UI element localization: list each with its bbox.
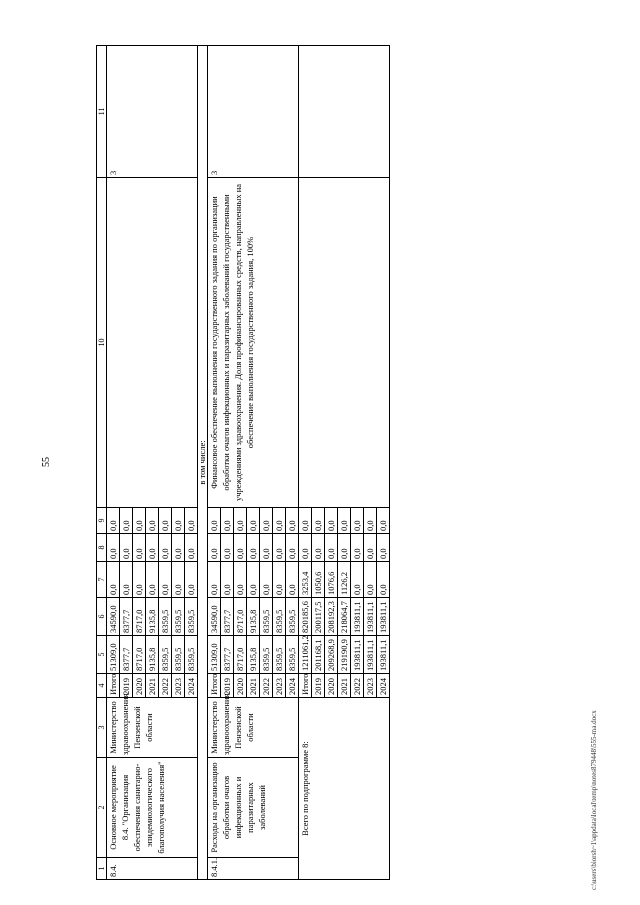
cell-c5: 209268,9 <box>325 636 338 674</box>
cell-c5: 9135,8 <box>146 636 159 674</box>
cell-c7: 0,0 <box>107 562 120 598</box>
indicator-empty <box>107 178 198 508</box>
cell-c9: 0,0 <box>247 508 260 534</box>
header-row <box>97 46 107 880</box>
cell-c7: 0,0 <box>351 562 364 598</box>
cell-year: 2019 <box>120 674 133 698</box>
cell-c9: 0,0 <box>159 508 172 534</box>
cell-c5: 51309,0 <box>107 636 120 674</box>
cell-c9: 0,0 <box>221 508 234 534</box>
table-row <box>299 46 312 880</box>
footer-file-path: c:\users\biorsh~1\appdata\local\temp\notes879448\555-ma.docx <box>590 710 598 890</box>
cell-c7: 0,0 <box>120 562 133 598</box>
cell-c8: 0,0 <box>234 534 247 562</box>
cell-c7: 0,0 <box>377 562 390 598</box>
cell-c6: 218064,7 <box>338 598 351 636</box>
table-body <box>97 46 390 880</box>
cell-c9: 0,0 <box>146 508 159 534</box>
cell-c8: 0,0 <box>286 534 299 562</box>
cell-c9: 0,0 <box>273 508 286 534</box>
page-number: 55 <box>41 457 52 467</box>
cell-c7: 0,0 <box>146 562 159 598</box>
column-header: 2 <box>97 758 107 858</box>
cell-c8: 0,0 <box>146 534 159 562</box>
cell-c5: 8377,7 <box>120 636 133 674</box>
cell-year: 2021 <box>247 674 260 698</box>
cell-c6: 820185,6 <box>299 598 312 636</box>
cell-c9: 0,0 <box>338 508 351 534</box>
cell-c8: 0,0 <box>299 534 312 562</box>
cell-year: 2019 <box>221 674 234 698</box>
cell-year: 2024 <box>377 674 390 698</box>
cell-c5: 193811,1 <box>351 636 364 674</box>
cell-c5: 219190,9 <box>338 636 351 674</box>
cell-c9: 0,0 <box>185 508 198 534</box>
cell-c7: 0,0 <box>172 562 185 598</box>
cell-c8: 0,0 <box>159 534 172 562</box>
cell-c9: 0,0 <box>351 508 364 534</box>
cell-year: 2020 <box>133 674 146 698</box>
total-label: Всего по подпрограмме 8: <box>299 698 390 880</box>
cell-c7: 0,0 <box>185 562 198 598</box>
cell-c9: 0,0 <box>208 508 221 534</box>
table-row <box>208 46 221 880</box>
column-header: 6 <box>97 598 107 636</box>
cell-c5: 193811,1 <box>364 636 377 674</box>
cell-c5: 8377,7 <box>221 636 234 674</box>
item-number: 8.4.1. <box>208 858 299 880</box>
column-header: 4 <box>97 674 107 698</box>
column-header: 5 <box>97 636 107 674</box>
cell-c6: 8359,5 <box>172 598 185 636</box>
cell-c6: 193811,1 <box>377 598 390 636</box>
cell-c7: 3253,4 <box>299 562 312 598</box>
indicator-empty <box>299 178 390 508</box>
cell-c9: 0,0 <box>299 508 312 534</box>
cell-c5: 8359,5 <box>260 636 273 674</box>
budget-table <box>96 45 390 880</box>
cell-c6: 8717,0 <box>133 598 146 636</box>
cell-c6: 34590,0 <box>107 598 120 636</box>
cell-c6: 8717,0 <box>234 598 247 636</box>
item-name: Расходы на организацию обработки очагов инфекционных и паразитарных заболеваний <box>208 758 299 858</box>
cell-c9: 0,0 <box>120 508 133 534</box>
cell-c8: 0,0 <box>120 534 133 562</box>
cell-c8: 0,0 <box>377 534 390 562</box>
cell-c9: 0,0 <box>286 508 299 534</box>
cell-c5: 8359,5 <box>185 636 198 674</box>
subitems-row <box>198 46 208 880</box>
cell-year: Итого <box>208 674 221 698</box>
cell-year: 2023 <box>364 674 377 698</box>
column-header: 3 <box>97 698 107 758</box>
cell-c7: 1076,6 <box>325 562 338 598</box>
cell-c7: 0,0 <box>234 562 247 598</box>
cell-year: 2019 <box>312 674 325 698</box>
cell-c7: 0,0 <box>260 562 273 598</box>
cell-c9: 0,0 <box>260 508 273 534</box>
cell-c7: 0,0 <box>159 562 172 598</box>
cell-year: 2022 <box>351 674 364 698</box>
cell-c9: 0,0 <box>364 508 377 534</box>
target-value: 3 <box>208 46 299 178</box>
cell-c6: 9135,8 <box>247 598 260 636</box>
cell-year: 2020 <box>234 674 247 698</box>
item-number: 8.4. <box>107 858 198 880</box>
cell-c6: 8359,5 <box>260 598 273 636</box>
column-header: 9 <box>97 508 107 534</box>
cell-year: 2022 <box>260 674 273 698</box>
cell-c9: 0,0 <box>325 508 338 534</box>
cell-c6: 8359,5 <box>286 598 299 636</box>
cell-c7: 1126,2 <box>338 562 351 598</box>
cell-year: Итого <box>107 674 120 698</box>
column-header: 11 <box>97 46 107 178</box>
cell-year: 2022 <box>159 674 172 698</box>
column-header: 8 <box>97 534 107 562</box>
cell-c6: 9135,8 <box>146 598 159 636</box>
column-header: 7 <box>97 562 107 598</box>
cell-c6: 200117,5 <box>312 598 325 636</box>
cell-c8: 0,0 <box>325 534 338 562</box>
cell-c9: 0,0 <box>172 508 185 534</box>
cell-c7: 0,0 <box>364 562 377 598</box>
cell-c5: 1211061,2 <box>299 636 312 674</box>
cell-c5: 51309,0 <box>208 636 221 674</box>
cell-year: 2024 <box>286 674 299 698</box>
cell-year: 2020 <box>325 674 338 698</box>
cell-c9: 0,0 <box>107 508 120 534</box>
executor: Министерство здравоохранения Пензенской области <box>208 698 299 758</box>
cell-year: Итого <box>299 674 312 698</box>
indicator-text: Финансовое обеспечение выполнения государственного задания по организации обработки очагов инфекционных и паразитарных заболеваний государственными учреждениями здравоохранения. Доля профинансированных средств, направленных на обеспечение выполнения государственного задания, 100% <box>208 178 299 508</box>
cell-c8: 0,0 <box>260 534 273 562</box>
cell-c5: 8359,5 <box>273 636 286 674</box>
cell-c8: 0,0 <box>172 534 185 562</box>
cell-c6: 193811,1 <box>364 598 377 636</box>
cell-c8: 0,0 <box>351 534 364 562</box>
cell-c8: 0,0 <box>273 534 286 562</box>
cell-c8: 0,0 <box>221 534 234 562</box>
cell-c9: 0,0 <box>377 508 390 534</box>
cell-c5: 193811,1 <box>377 636 390 674</box>
cell-c5: 9135,8 <box>247 636 260 674</box>
cell-c5: 8359,5 <box>172 636 185 674</box>
cell-c8: 0,0 <box>312 534 325 562</box>
cell-c8: 0,0 <box>107 534 120 562</box>
target-empty <box>299 46 390 178</box>
cell-c6: 208192,3 <box>325 598 338 636</box>
cell-c5: 8359,5 <box>286 636 299 674</box>
cell-year: 2023 <box>172 674 185 698</box>
cell-c6: 34590,0 <box>208 598 221 636</box>
target-value: 3 <box>107 46 198 178</box>
cell-year: 2023 <box>273 674 286 698</box>
cell-year: 2024 <box>185 674 198 698</box>
cell-c6: 8377,7 <box>120 598 133 636</box>
cell-c6: 8359,5 <box>159 598 172 636</box>
cell-c7: 0,0 <box>286 562 299 598</box>
cell-c7: 0,0 <box>133 562 146 598</box>
cell-c8: 0,0 <box>208 534 221 562</box>
cell-c6: 193811,1 <box>351 598 364 636</box>
cell-c5: 8359,5 <box>159 636 172 674</box>
table-row <box>107 46 120 880</box>
cell-c9: 0,0 <box>133 508 146 534</box>
cell-c9: 0,0 <box>312 508 325 534</box>
cell-year: 2021 <box>338 674 351 698</box>
cell-c8: 0,0 <box>133 534 146 562</box>
executor: Министерство здравоохранения Пензенской области <box>107 698 198 758</box>
cell-c7: 0,0 <box>247 562 260 598</box>
cell-c5: 8717,0 <box>133 636 146 674</box>
cell-c7: 0,0 <box>273 562 286 598</box>
cell-year: 2021 <box>146 674 159 698</box>
cell-c5: 8717,0 <box>234 636 247 674</box>
cell-c5: 201168,1 <box>312 636 325 674</box>
rotated-page <box>96 46 561 880</box>
cell-c7: 1050,6 <box>312 562 325 598</box>
cell-c8: 0,0 <box>338 534 351 562</box>
cell-c6: 8359,5 <box>273 598 286 636</box>
cell-c9: 0,0 <box>234 508 247 534</box>
cell-c8: 0,0 <box>364 534 377 562</box>
in-total-label: в том числе: <box>198 46 208 880</box>
cell-c6: 8377,7 <box>221 598 234 636</box>
column-header: 1 <box>97 858 107 880</box>
cell-c6: 8359,5 <box>185 598 198 636</box>
cell-c8: 0,0 <box>185 534 198 562</box>
cell-c7: 0,0 <box>221 562 234 598</box>
column-header: 10 <box>97 178 107 508</box>
item-name: Основное мероприятие 8.4. "Организация обеспечения санитарно-эпидемиологического благополучия населения" <box>107 758 198 858</box>
cell-c7: 0,0 <box>208 562 221 598</box>
cell-c8: 0,0 <box>247 534 260 562</box>
